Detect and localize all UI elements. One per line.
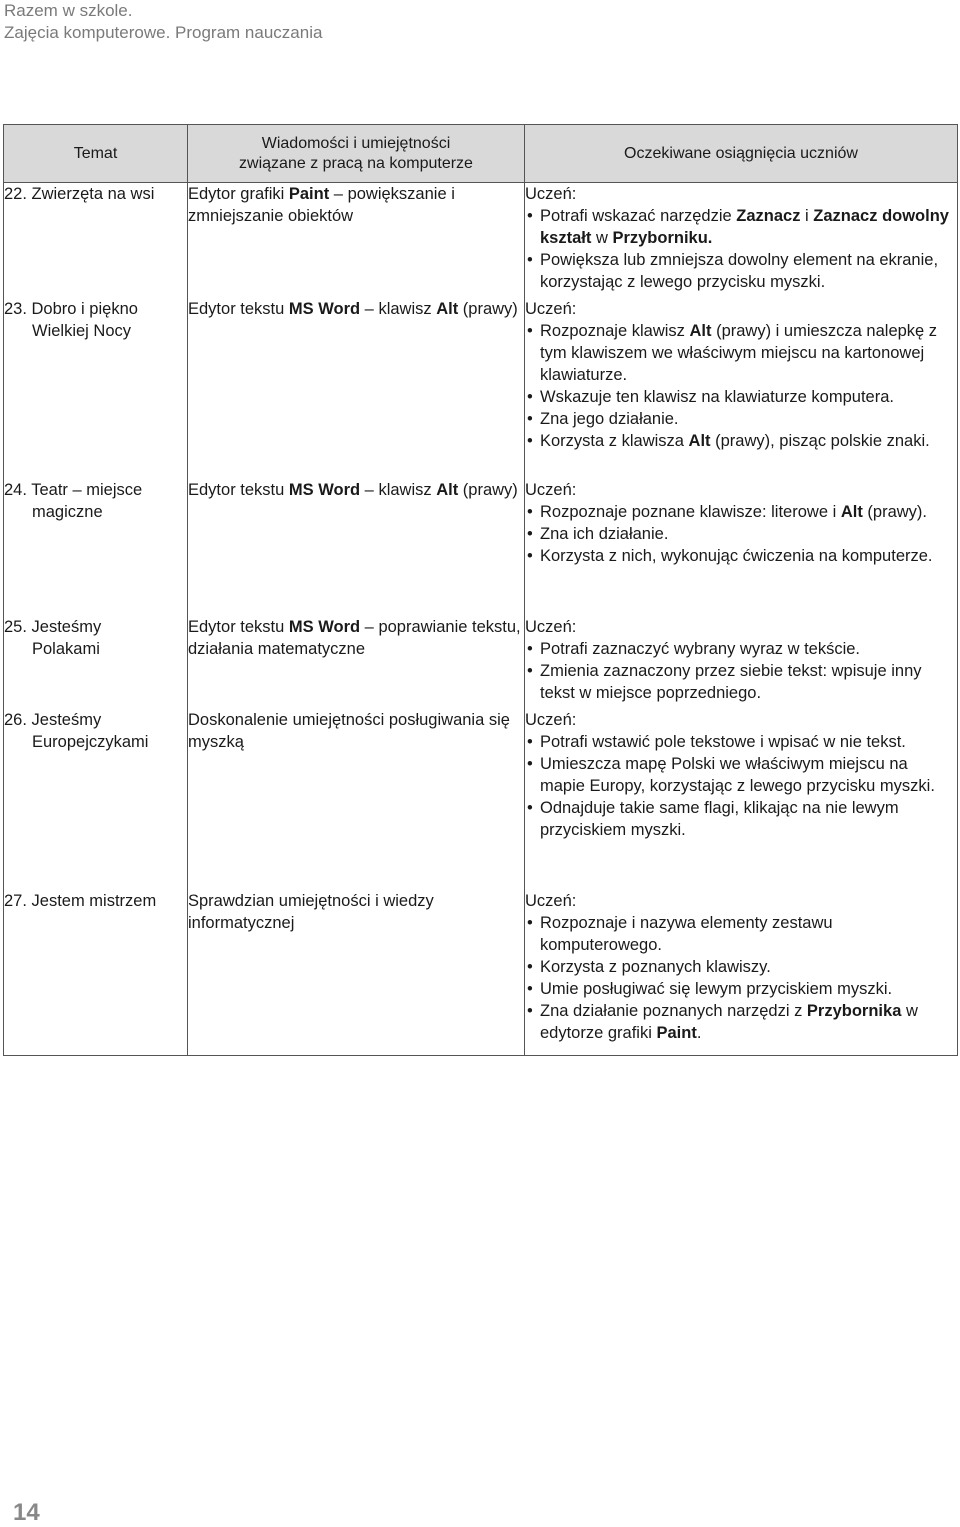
table-row: [4, 298, 958, 479]
topic-cell: [4, 616, 188, 709]
topic-title: 27. Jestem mistrzem: [4, 891, 157, 910]
skills-text: Edytor grafiki Paint – powiększanie i zmniejszanie obiektów: [188, 185, 455, 225]
outcomes-cell: [525, 183, 958, 298]
outcomes-list: [525, 912, 957, 1044]
skills-text: Edytor tekstu MS Word – klawisz Alt (prawy): [188, 299, 518, 318]
skills-text: Edytor tekstu MS Word – poprawianie tekstu, działania matematyczne: [188, 617, 521, 658]
running-header-subtitle: Zajęcia komputerowe. Program nauczania: [4, 23, 323, 42]
outcomes-cell: [525, 616, 958, 709]
list-item: • Rozpoznaje i nazywa elementy zestawu komputerowego.: [525, 912, 957, 956]
header-outcomes: Oczekiwane osiągnięcia uczniów: [525, 125, 958, 183]
table-header-row: [4, 125, 958, 183]
skills-cell: [188, 890, 525, 1056]
outcomes-list: [525, 501, 957, 567]
skills-cell: [188, 616, 525, 709]
topic-cell: [4, 479, 188, 616]
list-item: • Powiększa lub zmniejsza dowolny element na ekranie, korzystając z lewego przycisku myszki.: [525, 249, 957, 293]
list-item: • Umieszcza mapę Polski we właściwym miejscu na mapie Europy, korzystając z lewego przycisku myszki.: [525, 753, 957, 797]
list-item: • Odnajduje takie same flagi, klikając na nie lewym przyciskiem myszki.: [525, 797, 957, 841]
list-item: • Zna działanie poznanych narzędzi z Przybornika w edytorze grafiki Paint.: [525, 1000, 957, 1044]
outcomes-list: [525, 320, 957, 452]
skills-text: Sprawdzian umiejętności i wiedzy informatycznej: [188, 891, 434, 932]
skills-text: Edytor tekstu MS Word – klawisz Alt (prawy): [188, 480, 518, 499]
outcomes-cell: [525, 298, 958, 479]
list-item: • Potrafi wskazać narzędzie Zaznacz i Zaznacz dowolny kształt w Przyborniku.: [525, 205, 957, 249]
list-item: • Umie posługiwać się lewym przyciskiem myszki.: [525, 978, 957, 1000]
list-item: • Potrafi zaznaczyć wybrany wyraz w tekście.: [525, 638, 957, 660]
table-row: [4, 616, 958, 709]
list-item: • Zmienia zaznaczony przez siebie tekst: wpisuje inny tekst w miejsce poprzedniego.: [525, 660, 957, 704]
topic-cell: [4, 709, 188, 890]
table-row: [4, 479, 958, 616]
header-skills-line2: związane z pracą na komputerze: [239, 154, 473, 172]
topic-cell: [4, 183, 188, 298]
curriculum-table: [3, 124, 958, 1056]
student-label: Uczeń:: [525, 185, 577, 203]
list-item: • Rozpoznaje poznane klawisze: literowe i Alt (prawy).: [525, 501, 957, 523]
list-item: • Rozpoznaje klawisz Alt (prawy) i umieszcza nalepkę z tym klawiszem we właściwym miejscu na kartonowej klawiaturze.: [525, 320, 957, 386]
topic-cell: [4, 890, 188, 1056]
list-item: • Korzysta z poznanych klawiszy.: [525, 956, 957, 978]
list-item: • Wskazuje ten klawisz na klawiaturze komputera.: [525, 386, 957, 408]
table-row: [4, 890, 958, 1056]
skills-cell: [188, 479, 525, 616]
table-row: [4, 183, 958, 298]
skills-cell: [188, 709, 525, 890]
student-label: Uczeń:: [525, 617, 577, 636]
list-item: • Potrafi wstawić pole tekstowe i wpisać w nie tekst.: [525, 731, 957, 753]
topic-title: 22. Zwierzęta na wsi: [4, 185, 155, 203]
header-skills-line1: Wiadomości i umiejętności: [261, 134, 451, 152]
list-item: • Korzysta z klawisza Alt (prawy), pisząc polskie znaki.: [525, 430, 957, 452]
topic-cell: [4, 298, 188, 479]
list-item: • Korzysta z nich, wykonując ćwiczenia na komputerze.: [525, 545, 957, 567]
page-number: 14: [13, 1499, 40, 1526]
topic-title: 23. Dobro i piękno: [4, 299, 138, 318]
student-label: Uczeń:: [525, 710, 577, 729]
student-label: Uczeń:: [525, 299, 577, 318]
outcomes-list: [525, 731, 957, 841]
topic-title: 26. Jesteśmy: [4, 710, 102, 729]
outcomes-cell: [525, 479, 958, 616]
header-topic: Temat: [4, 125, 188, 183]
outcomes-cell: [525, 890, 958, 1056]
topic-title-continued: Polakami: [32, 639, 100, 658]
running-header-title: Razem w szkole.: [4, 1, 133, 20]
student-label: Uczeń:: [525, 891, 577, 910]
skills-text: Doskonalenie umiejętności posługiwania się myszką: [188, 710, 510, 751]
header-skills: [188, 125, 525, 183]
topic-title: 25. Jesteśmy: [4, 617, 102, 636]
outcomes-cell: [525, 709, 958, 890]
topic-title: 24. Teatr – miejsce: [4, 480, 143, 499]
outcomes-list: [525, 638, 957, 704]
list-item: • Zna jego działanie.: [525, 408, 957, 430]
skills-cell: [188, 183, 525, 298]
outcomes-list: [525, 205, 957, 293]
student-label: Uczeń:: [525, 480, 577, 499]
skills-cell: [188, 298, 525, 479]
list-item: • Zna ich działanie.: [525, 523, 957, 545]
table-row: [4, 709, 958, 890]
topic-title-continued: magiczne: [32, 502, 103, 521]
topic-title-continued: Europejczykami: [32, 732, 149, 751]
topic-title-continued: Wielkiej Nocy: [32, 321, 132, 340]
